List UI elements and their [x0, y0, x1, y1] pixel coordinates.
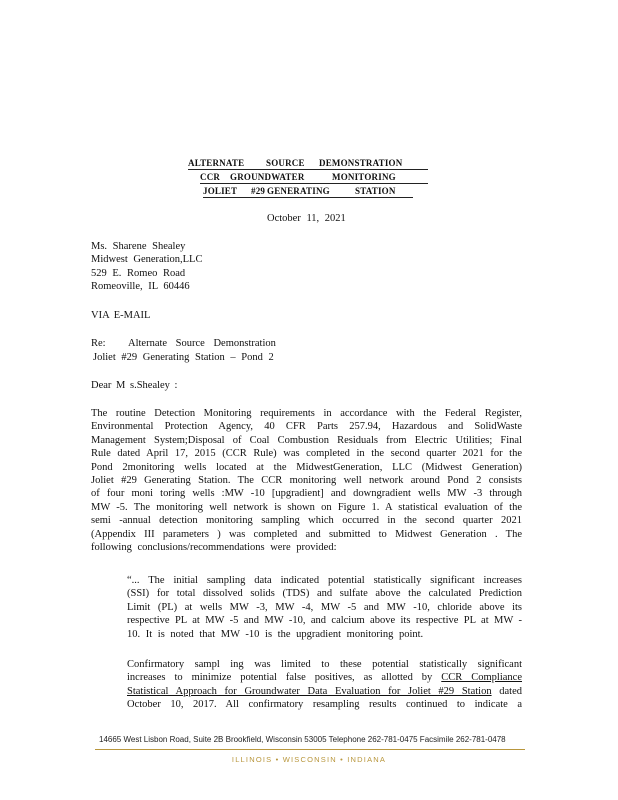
quote-line	[127, 671, 522, 684]
quote-text: increases to minimize potential false positives, as allotted by	[127, 672, 433, 684]
paragraph-line: following conclusions/recommendations were provided:	[91, 542, 337, 554]
quoted-conclusion-2	[127, 658, 522, 712]
title-word: STATION	[355, 186, 396, 196]
salutation: Dear M s.Shealey :	[91, 380, 178, 391]
delivery-method: VIA E-MAIL	[91, 310, 151, 321]
document-reference-link: Statistical Approach for Groundwater Data Evaluation for Joliet #29 Station	[127, 685, 492, 697]
body-paragraph-1	[91, 407, 522, 554]
title-word: MONITORING	[332, 172, 396, 182]
quoted-conclusion-1	[127, 574, 522, 641]
title-word: #29	[251, 186, 266, 196]
title-word: DEMONSTRATION	[319, 158, 403, 168]
quote-text: dated	[491, 685, 522, 697]
title-word: ALTERNATE	[188, 158, 245, 168]
paragraph-line: Management System;Disposal of Coal Combustion Residuals from Electric Utilities; Final	[91, 434, 522, 446]
re-subject-line-1: Alternate Source Demonstration	[128, 338, 276, 349]
re-label: Re:	[91, 338, 106, 349]
title-word: GENERATING	[267, 186, 330, 196]
paragraph-line: of four moni toring wells :MW -10 [upgradient] and downgradient wells MW -3 through	[91, 488, 522, 500]
paragraph-line: Environmental Protection Agency, 40 CFR Parts 257.94, Hazardous and SolidWaste	[91, 421, 522, 433]
recipient-name: Ms. Sharene Shealey	[91, 241, 186, 252]
quote-line: Limit (PL) at wells MW -3, MW -4, MW -5 and MW -10, chloride above its	[127, 601, 522, 613]
re-subject-line-2: Joliet #29 Generating Station – Pond 2	[93, 352, 274, 363]
footer-states: ILLINOIS • WISCONSIN • INDIANA	[231, 755, 387, 764]
title-word: GROUNDWATER	[230, 172, 305, 182]
paragraph-line: (Appendix III parameters ) was completed and submitted to Midwest Generation . The	[91, 528, 522, 540]
paragraph-line: Joliet #29 Generating Station. The CCR monitoring well network around Pond 2 consists	[91, 475, 522, 487]
document-reference-link: CCR Compliance	[441, 672, 522, 684]
quote-line: respective PL at MW -5 and MW -10, and calcium above its respective PL at MW -	[127, 615, 522, 627]
recipient-company: Midwest Generation,LLC	[91, 254, 203, 266]
paragraph-line: Pond 2monitoring wells located at the MidwestGeneration, LLC (Midwest Generation)	[91, 461, 522, 473]
title-rule	[200, 183, 428, 184]
recipient-street: 529 E. Romeo Road	[91, 267, 186, 279]
quote-line	[127, 685, 522, 698]
quote-line: (SSI) for total dissolved solids (TDS) and sulfate above the calculated Prediction	[127, 588, 522, 600]
recipient-address	[91, 240, 202, 294]
quote-line: 10. It is noted that MW -10 is the upgradient monitoring point.	[127, 628, 424, 640]
title-word: CCR	[200, 172, 221, 182]
footer-rule	[95, 749, 525, 750]
paragraph-line: Rule dated April 17, 2015 (CCR Rule) was completed in the second quarter 2021 for the	[91, 448, 522, 460]
quote-line: “... The initial sampling data indicated potential statistically significant increases	[127, 575, 522, 586]
paragraph-line: semi -annual detection monitoring sampling which occurred in the second quarter 2021	[91, 515, 522, 527]
title-word: JOLIET	[203, 186, 238, 196]
letter-date: October 11, 2021	[267, 213, 346, 224]
title-rule	[203, 197, 413, 198]
title-word: SOURCE	[266, 158, 305, 168]
paragraph-line: MW -5. The monitoring well network is shown on Figure 1. A statistical evaluation of the	[91, 501, 522, 513]
recipient-city: Romeoville, IL 60446	[91, 281, 190, 293]
quote-line: Confirmatory sampl ing was limited to these potential statistically significant	[127, 659, 522, 670]
footer-address: 14665 West Lisbon Road, Suite 2B Brookfield, Wisconsin 53005 Telephone 262-781-0475 Facsimile 262-781-0478	[99, 735, 506, 744]
quote-line: October 10, 2017. All confirmatory resampling results continued to indicate a	[127, 699, 522, 711]
paragraph-line: The routine Detection Monitoring requirements in accordance with the Federal Register,	[91, 408, 522, 419]
title-rule	[188, 169, 428, 170]
